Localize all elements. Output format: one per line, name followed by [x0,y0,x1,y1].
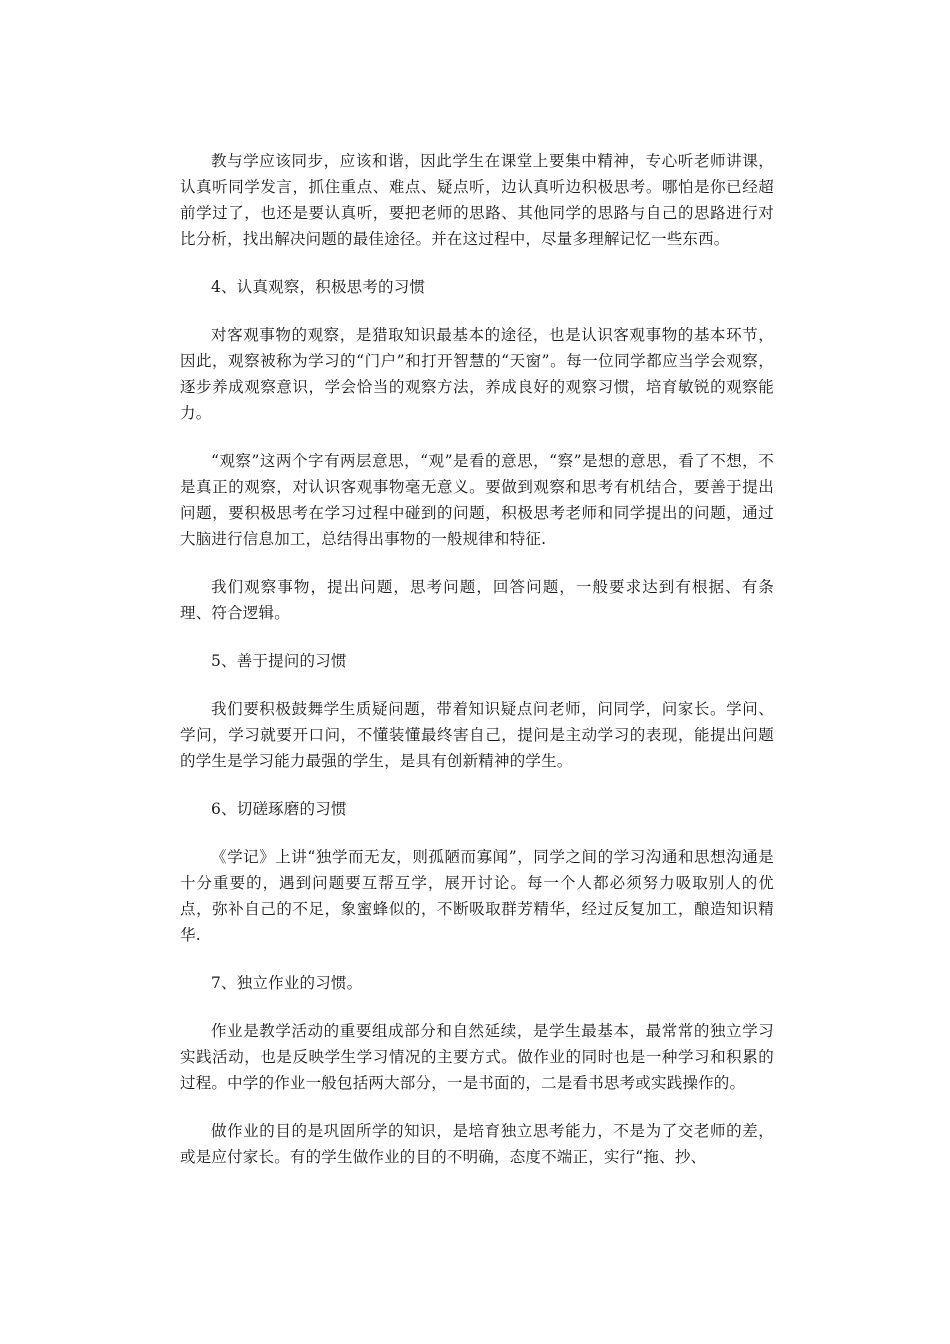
spacer [180,996,774,1018]
spacer [180,1096,774,1118]
paragraph-observation-logic: 我们观察事物，提出问题，思考问题，回答问题，一般要求达到有根据、有条理、符合逻辑。 [180,578,774,622]
spacer [180,948,774,970]
spacer [180,252,774,274]
paragraph-listening: 教与学应该同步，应该和谐，因此学生在课堂上要集中精神，专心听老师讲课，认真听同学发言，抓住重点、难点、疑点听，边认真听边积极思考。哪怕是你已经超前学过了，也还是要认真听，要把老师的思路、其他同学的思路与自己的思路进行对比分析，找出解决问题的最佳途径。并在这过程中，尽量多理解记忆一些东西。 [180,152,774,248]
paragraph-observation-meaning: “观察”这两个字有两层意思，“观”是看的意思，“察”是想的意思，看了不想，不是真正的观察，对认识客观事物毫无意义。要做到观察和思考有机结合，要善于提出问题，要积极思考在学习过程中碰到的问题，积极思考老师和同学提出的问题，通过大脑进行信息加工，总结得出事物的一般规律和特征. [180,452,774,548]
paragraph-discussion: 《学记》上讲“独学而无友，则孤陋而寡闻”，同学之间的学习沟通和思想沟通是十分重要的，遇到问题要互帮互学，展开讨论。每一个人都必须努力吸取别人的优点，弥补自己的不足，象蜜蜂似的，不断吸取群芳精华，经过反复加工，酿造知识精华. [180,848,774,944]
spacer [180,774,774,796]
section-heading-6: 6、切磋琢磨的习惯 [211,800,347,818]
paragraph-observation: 对客观事物的观察，是猎取知识最基本的途径，也是认识客观事物的基本环节，因此，观察被称为学习的“门户”和打开智慧的“天窗”。每一位同学都应当学会观察，逐步养成观察意识，学会恰当的观察方法，养成良好的观察习惯，培育敏锐的观察能力。 [180,326,774,422]
section-heading-4: 4、认真观察，积极思考的习惯 [211,278,426,296]
spacer [180,626,774,648]
paragraph-questioning: 我们要积极鼓舞学生质疑问题，带着知识疑点问老师，问同学，问家长。学问、学问，学习就要开口问，不懂装懂最终害自己，提问是主动学习的表现，能提出问题的学生是学习能力最强的学生，是具有创新精神的学生。 [180,700,774,770]
document-page [180,148,774,1170]
spacer [180,426,774,448]
spacer [180,552,774,574]
spacer [180,300,774,322]
spacer [180,674,774,696]
spacer [180,822,774,844]
section-heading-5: 5、善于提问的习惯 [211,652,347,670]
paragraph-homework: 作业是教学活动的重要组成部分和自然延续，是学生最基本，最常常的独立学习实践活动，也是反映学生学习情况的主要方式。做作业的同时也是一种学习和积累的过程。中学的作业一般包括两大部分，一是书面的，二是看书思考或实践操作的。 [180,1022,774,1092]
section-heading-7: 7、独立作业的习惯。 [211,974,363,992]
paragraph-homework-purpose: 做作业的目的是巩固所学的知识，是培育独立思考能力，不是为了交老师的差，或是应付家长。有的学生做作业的目的不明确，态度不端正，实行“拖、抄、 [180,1122,774,1166]
